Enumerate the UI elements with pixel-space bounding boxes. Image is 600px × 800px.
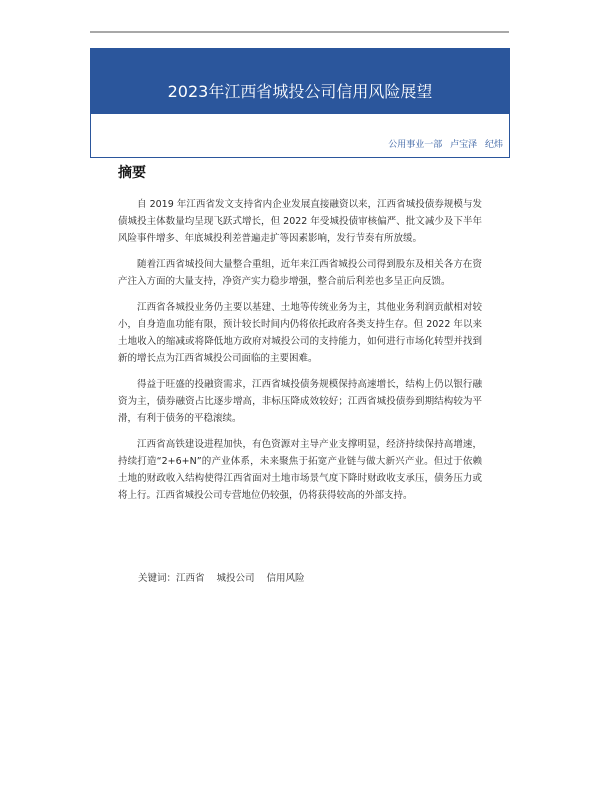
report-title: 2023年江西省城投公司信用风险展望 bbox=[167, 82, 433, 101]
keyword: 信用风险 bbox=[266, 573, 305, 584]
abstract-heading: 摘要 bbox=[118, 165, 146, 181]
author-line bbox=[383, 139, 503, 151]
author-name: 卢宝泽 bbox=[450, 140, 478, 150]
keyword: 城投公司 bbox=[216, 573, 255, 584]
abstract-paragraph: 江西省各城投业务仍主要以基建、土地等传统业务为主，其他业务利润贡献相对较小，自身造血功能有限，预计较长时间内仍将依托政府各类支持生存。但 2022 年以来土地收入的缩减或将降低地方政府对城投公司的支持能力，如何进行市场化转型并找到新的增长点为江西省城投公司面临的主要困难。 bbox=[118, 302, 482, 364]
abstract-body bbox=[118, 196, 482, 513]
keywords-label: 关键词： bbox=[138, 573, 177, 584]
author-name: 纪炜 bbox=[484, 140, 503, 150]
abstract-paragraph: 得益于旺盛的投融资需求，江西省城投债务规模保持高速增长，结构上仍以银行融资为主，债券融资占比逐步增高，非标压降成效较好；江西省城投债券到期结构较为平滑，有利于债务的平稳滚续。 bbox=[118, 379, 482, 424]
abstract-paragraph: 江西省高铁建设进程加快，有色资源对主导产业支撑明显，经济持续保持高增速，持续打造“2+6+N”的产业体系，未来聚焦于拓宽产业链与做大新兴产业。但过于依赖土地的财政收入结构使得江西省面对土地市场景气度下降时财政收支承压，债务压力或将上行。江西省城投公司专营地位仍较强，仍将获得较高的外部支持。 bbox=[118, 439, 482, 501]
department-name: 公用事业一部 bbox=[388, 140, 443, 150]
abstract-paragraph: 随着江西省城投间大量整合重组，近年来江西省城投公司得到股东及相关各方在资产注入方面的大量支持，净资产实力稳步增强，整合前后利差也多呈正向反馈。 bbox=[118, 259, 482, 287]
abstract-paragraph: 自 2019 年江西省发文支持省内企业发展直接融资以来，江西省城投债券规模与发债城投主体数量均呈现飞跃式增长，但 2022 年受城投债审核偏严、批文减少及下半年风险事件增多、年底城投利差普遍走扩等因素影响，发行节奏有所放缓。 bbox=[118, 199, 482, 244]
title-banner bbox=[90, 48, 510, 158]
keyword: 江西省 bbox=[176, 573, 205, 584]
top-divider bbox=[90, 31, 509, 33]
keywords-line bbox=[138, 572, 317, 586]
